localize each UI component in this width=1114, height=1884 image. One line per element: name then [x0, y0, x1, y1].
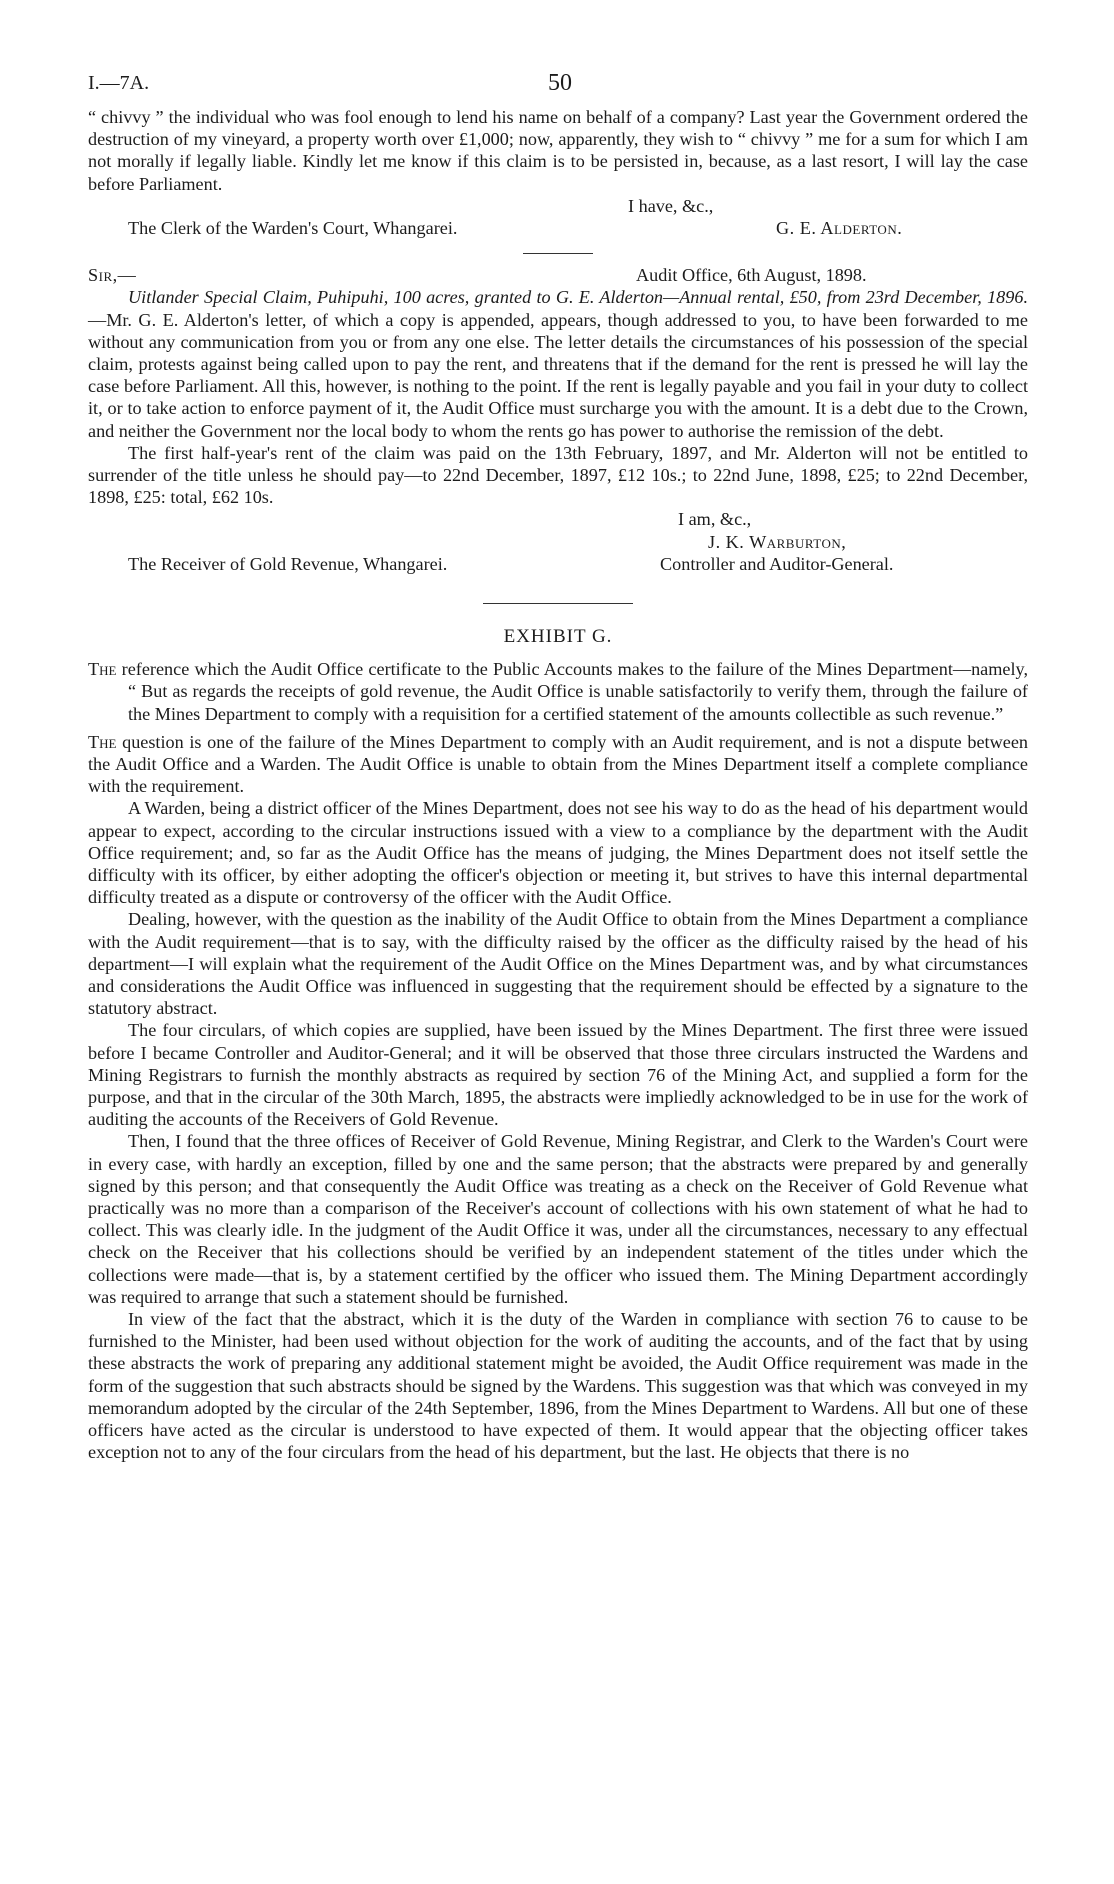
letter-2-closing: I am, &c., — [678, 509, 752, 530]
letter-2-addressee: The Receiver of Gold Revenue, Whangarei. — [128, 553, 448, 574]
exhibit-paragraph-1-text: question is one of the failure of the Mines Department to comply with an Audit requirement, and is not a dispute between the Audit Office and a Warden. The Audit Office is unable to obtain from the Mines Department itself a complete compliance with the requirement. — [88, 731, 1028, 797]
letter-2-salutation: Sir,— — [88, 265, 137, 286]
exhibit-paragraph-1 — [88, 731, 1028, 798]
letter-2-signature: J. K. Warburton, — [708, 531, 847, 552]
exhibit-quote-text: reference which the Audit Office certificate to the Public Accounts makes to the failure of the Mines Department—namely, “ But as regards the receipts of gold revenue, the Audit Office is unable satisfactorily to verify them, through the failure of the Mines Department to comply with a requisition for a certified statement of the amounts collectible as such revenue.” — [116, 659, 1028, 724]
letter-2-place-date: Audit Office, 6th August, 1898. — [636, 265, 867, 286]
exhibit-paragraph-3: Dealing, however, with the question as the inability of the Audit Office to obtain from the Mines Department a compliance with the Audit requirement—that is to say, with the difficulty raised by the officer as the difficulty raised by the head of his department—I will explain what the requirement of the Audit Office on the Mines Department was, and by what circumstances and considerations the Audit Office was influenced in suggesting that the requirement should be effected by a signature to the statutory abstract. — [88, 909, 1028, 1019]
exhibit-paragraph-1-lead: The — [88, 731, 117, 752]
exhibit-quoted-reference — [88, 658, 1028, 725]
exhibit-paragraph-5: Then, I found that the three offices of Receiver of Gold Revenue, Mining Registrar, and Clerk to the Warden's Court were in every case, with hardly an exception, filled by one and the same person; that the abstracts were prepared by and generally signed by this person; and that consequently the Audit Office was treating as a check on the Receiver of Gold Revenue what practically was no more than a comparison of the Receiver's account of collections with his own statement of what he had to collect. This was clearly idle. In the judgment of the Audit Office it was, under all the circumstances, necessary to any effectual check on the Receiver that his collections should be verified by an independent statement of the titles under which the collections were made—that is, by a statement certified by the officer who issued them. The Mining Department accordingly was required to arrange that such a statement should be furnished. — [88, 1131, 1028, 1307]
page-number: 50 — [548, 70, 572, 96]
document-reference: I.—7A. — [88, 72, 150, 94]
letter-1-closing-row — [88, 195, 1028, 217]
letter-1-signature: G. E. Alderton. — [776, 218, 903, 238]
letter-2-signatory-title: Controller and Auditor-General. — [660, 553, 894, 574]
letter-2-paragraph-1 — [88, 286, 1028, 441]
exhibit-quote-lead: The — [88, 659, 117, 680]
page-header — [88, 72, 1028, 106]
letter-2-subject: Uitlander Special Claim, Puhipuhi, 100 acres, granted to G. E. Alderton—Annual rental, £50, from 23rd December, 1896. — [128, 287, 1028, 308]
exhibit-divider — [483, 603, 633, 604]
letter-2-signature-row — [88, 531, 1028, 553]
letter-1-body: “ chivvy ” the individual who was fool enough to lend his name on behalf of a company? Last year the Government ordered the destruction of my vineyard, a property worth over £1,000; now, apparently, they wish to “ chivvy ” me for a sum for which I am not morally if legally liable. Kindly let me know if this claim is to be persisted in, because, as a last resort, I will lay the case before Parliament. — [88, 107, 1028, 194]
letter-2-paragraph-1-text: —Mr. G. E. Alderton's letter, of which a copy is appended, appears, though addressed to you, to have been forwarded to me without any communication from you or from any one else. The letter details the circumstances of his possession of the special claim, protests against being called upon to pay the rent, and threatens that if the demand for the rent is pressed he will lay the case before Parliament. All this, however, is nothing to the point. If the rent is legally payable and you fail in your duty to collect it, or to take action to enforce payment of it, the Audit Office must surcharge you with the amount. It is a debt due to the Crown, and neither the Government nor the local body to whom the rents go has power to authorise the remission of the debt. — [88, 309, 1028, 441]
exhibit-paragraph-2: A Warden, being a district officer of the Mines Department, does not see his way to do as the head of his department would appear to expect, according to the circular instructions issued with a view to a compliance by the department with the Audit Office requirement; and, so far as the Audit Office has the means of judging, the Mines Department does not itself settle the difficulty with its officer, by either adopting the officer's objection or meeting it, but strives to have this internal departmental difficulty treated as a dispute or controversy of the officer with the Audit Office. — [88, 798, 1028, 908]
letter-2-paragraph-2: The first half-year's rent of the claim was paid on the 13th February, 1897, and Mr. Alderton will not be entitled to surrender of the title unless he should pay—to 22nd December, 1897, £12 10s.; to 22nd June, 1898, £25; to 22nd December, 1898, £25: total, £62 10s. — [88, 442, 1028, 508]
letter-1-addressee-row — [88, 217, 1028, 239]
exhibit-paragraph-6: In view of the fact that the abstract, which it is the duty of the Warden in compliance with section 76 to cause to be furnished to the Minister, had been used without objection for the work of auditing the accounts, and of the fact that by using these abstracts the work of preparing any additional statement might be avoided, the Audit Office requirement was made in the form of the suggestion that such abstracts should be signed by the Wardens. This suggestion was that which was conveyed in my memorandum adopted by the circular of the 24th September, 1896, from the Mines Department to Wardens. All but one of these officers have acted as the circular is understood to have expected of them. It would appear that the objecting officer takes exception not to any of the four circulars from the head of his department, but the last. He objects that there is no — [88, 1309, 1028, 1463]
letter-1-closing: I have, &c., — [628, 195, 714, 216]
letter-2-addressee-row — [88, 553, 1028, 575]
exhibit-heading: EXHIBIT G. — [503, 625, 613, 647]
exhibit-paragraph-4: The four circulars, of which copies are supplied, have been issued by the Mines Department. The first three were issued before I became Controller and Auditor-General; and it will be observed that those three circulars instructed the Wardens and Mining Registrars to furnish the monthly abstracts as required by section 76 of the Mining Act, and supplied a form for the purpose, and that in the circular of the 30th March, 1895, the abstracts were impliedly acknowledged to be in use for the work of auditing the accounts of the Receivers of Gold Revenue. — [88, 1020, 1028, 1130]
letter-2-closing-row — [88, 508, 1028, 530]
letter-1-addressee: The Clerk of the Warden's Court, Whangarei. — [128, 218, 458, 238]
letter-2-heading-row — [88, 264, 1028, 286]
section-divider — [523, 253, 593, 254]
